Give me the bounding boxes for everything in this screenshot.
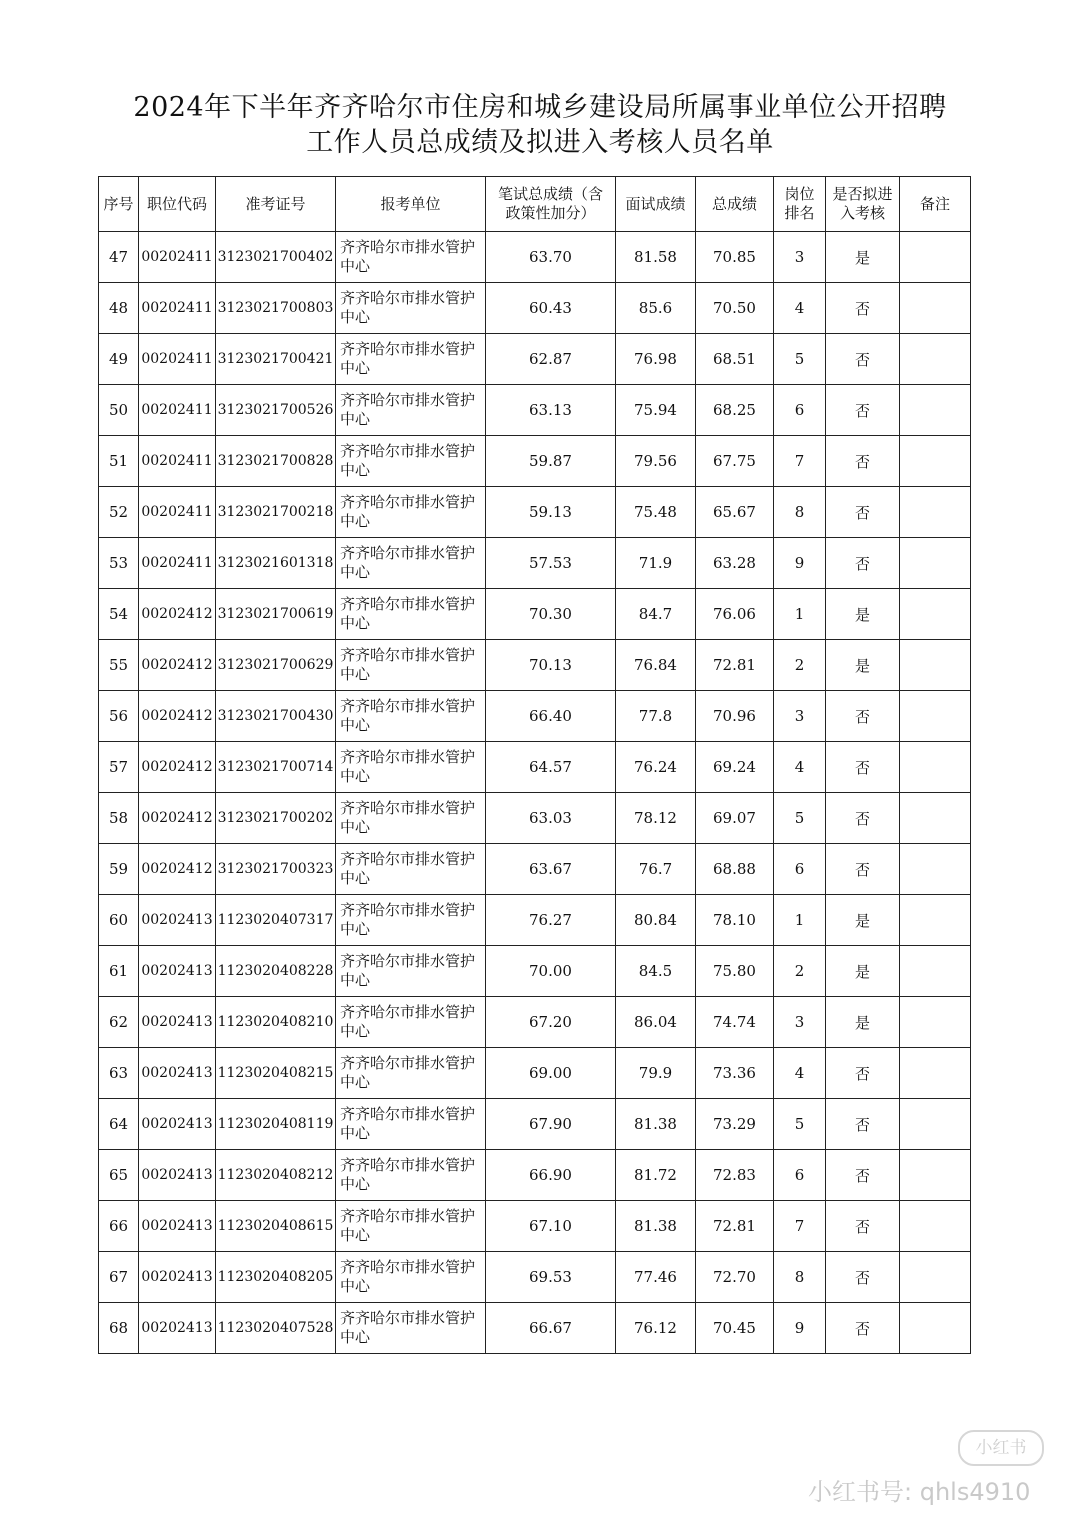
cell-interview: 76.7 (616, 844, 696, 895)
cell-written: 67.20 (486, 997, 616, 1048)
table-row (99, 1048, 971, 1099)
cell-rank: 4 (774, 1048, 826, 1099)
cell-code: 00202413 (139, 895, 216, 946)
cell-assess: 否 (826, 538, 900, 589)
table-row (99, 895, 971, 946)
cell-total: 70.45 (696, 1303, 774, 1354)
cell-seq: 54 (99, 589, 139, 640)
cell-interview: 81.38 (616, 1099, 696, 1150)
table-body (99, 232, 971, 1354)
header-code: 职位代码 (139, 177, 216, 232)
cell-exam-no: 1123020408212 (216, 1150, 336, 1201)
cell-written: 70.30 (486, 589, 616, 640)
cell-written: 59.13 (486, 487, 616, 538)
cell-exam-no: 1123020408205 (216, 1252, 336, 1303)
header-total: 总成绩 (696, 177, 774, 232)
cell-total: 70.96 (696, 691, 774, 742)
cell-total: 63.28 (696, 538, 774, 589)
cell-code: 00202411 (139, 538, 216, 589)
cell-exam-no: 1123020407528 (216, 1303, 336, 1354)
cell-code: 00202411 (139, 232, 216, 283)
cell-note (900, 946, 971, 997)
cell-exam-no: 3123021700430 (216, 691, 336, 742)
cell-assess: 是 (826, 895, 900, 946)
cell-interview: 81.38 (616, 1201, 696, 1252)
header-interview: 面试成绩 (616, 177, 696, 232)
page-title-line2: 工作人员总成绩及拟进入考核人员名单 (306, 127, 774, 158)
cell-seq: 52 (99, 487, 139, 538)
cell-note (900, 538, 971, 589)
cell-note (900, 793, 971, 844)
cell-exam-no: 3123021700828 (216, 436, 336, 487)
cell-seq: 60 (99, 895, 139, 946)
cell-code: 00202411 (139, 436, 216, 487)
cell-note (900, 742, 971, 793)
cell-unit: 齐齐哈尔市排水管护中心 (336, 436, 486, 487)
cell-code: 00202412 (139, 640, 216, 691)
cell-exam-no: 3123021700421 (216, 334, 336, 385)
cell-note (900, 844, 971, 895)
cell-rank: 7 (774, 436, 826, 487)
cell-written: 62.87 (486, 334, 616, 385)
cell-rank: 6 (774, 385, 826, 436)
cell-rank: 9 (774, 1303, 826, 1354)
cell-rank: 4 (774, 742, 826, 793)
watermark-account: 小红书号: qhls4910 (808, 1478, 1031, 1506)
cell-assess: 否 (826, 1099, 900, 1150)
cell-note (900, 997, 971, 1048)
header-written: 笔试总成绩（含政策性加分） (486, 177, 616, 232)
cell-interview: 78.12 (616, 793, 696, 844)
page-title-line1: 2024年下半年齐齐哈尔市住房和城乡建设局所属事业单位公开招聘 (133, 92, 947, 123)
cell-total: 72.81 (696, 640, 774, 691)
cell-exam-no: 3123021700526 (216, 385, 336, 436)
cell-note (900, 232, 971, 283)
cell-note (900, 1303, 971, 1354)
cell-code: 00202411 (139, 283, 216, 334)
table-row (99, 589, 971, 640)
cell-rank: 5 (774, 793, 826, 844)
table-row (99, 538, 971, 589)
cell-exam-no: 3123021700714 (216, 742, 336, 793)
cell-rank: 5 (774, 334, 826, 385)
cell-written: 69.53 (486, 1252, 616, 1303)
cell-exam-no: 3123021601318 (216, 538, 336, 589)
cell-assess: 是 (826, 232, 900, 283)
cell-exam-no: 3123021700619 (216, 589, 336, 640)
results-table (98, 176, 971, 1354)
cell-code: 00202411 (139, 487, 216, 538)
cell-note (900, 1048, 971, 1099)
table-row (99, 997, 971, 1048)
cell-rank: 8 (774, 1252, 826, 1303)
cell-seq: 58 (99, 793, 139, 844)
cell-interview: 84.5 (616, 946, 696, 997)
cell-note (900, 385, 971, 436)
cell-interview: 79.9 (616, 1048, 696, 1099)
cell-rank: 2 (774, 640, 826, 691)
cell-rank: 2 (774, 946, 826, 997)
cell-code: 00202412 (139, 589, 216, 640)
cell-unit: 齐齐哈尔市排水管护中心 (336, 640, 486, 691)
table-row (99, 1150, 971, 1201)
cell-rank: 7 (774, 1201, 826, 1252)
cell-code: 00202411 (139, 334, 216, 385)
cell-note (900, 1201, 971, 1252)
cell-seq: 63 (99, 1048, 139, 1099)
cell-total: 70.50 (696, 283, 774, 334)
header-exam-no: 准考证号 (216, 177, 336, 232)
cell-assess: 是 (826, 946, 900, 997)
cell-note (900, 640, 971, 691)
table-row (99, 385, 971, 436)
cell-note (900, 1150, 971, 1201)
table-header-row (99, 177, 971, 232)
cell-assess: 否 (826, 844, 900, 895)
cell-unit: 齐齐哈尔市排水管护中心 (336, 538, 486, 589)
cell-note (900, 334, 971, 385)
cell-interview: 75.48 (616, 487, 696, 538)
cell-assess: 否 (826, 1048, 900, 1099)
cell-unit: 齐齐哈尔市排水管护中心 (336, 793, 486, 844)
cell-rank: 8 (774, 487, 826, 538)
cell-total: 72.81 (696, 1201, 774, 1252)
cell-unit: 齐齐哈尔市排水管护中心 (336, 997, 486, 1048)
cell-total: 69.07 (696, 793, 774, 844)
cell-exam-no: 1123020408210 (216, 997, 336, 1048)
cell-exam-no: 1123020408119 (216, 1099, 336, 1150)
cell-unit: 齐齐哈尔市排水管护中心 (336, 589, 486, 640)
cell-total: 75.80 (696, 946, 774, 997)
cell-code: 00202412 (139, 793, 216, 844)
table-row (99, 487, 971, 538)
cell-assess: 否 (826, 283, 900, 334)
cell-seq: 65 (99, 1150, 139, 1201)
cell-seq: 59 (99, 844, 139, 895)
cell-interview: 75.94 (616, 385, 696, 436)
cell-interview: 71.9 (616, 538, 696, 589)
cell-note (900, 1252, 971, 1303)
cell-unit: 齐齐哈尔市排水管护中心 (336, 1048, 486, 1099)
cell-exam-no: 1123020408228 (216, 946, 336, 997)
cell-code: 00202412 (139, 691, 216, 742)
cell-unit: 齐齐哈尔市排水管护中心 (336, 283, 486, 334)
cell-rank: 6 (774, 1150, 826, 1201)
cell-assess: 否 (826, 436, 900, 487)
cell-code: 00202413 (139, 1303, 216, 1354)
table-row (99, 1099, 971, 1150)
cell-unit: 齐齐哈尔市排水管护中心 (336, 487, 486, 538)
cell-total: 73.36 (696, 1048, 774, 1099)
cell-seq: 56 (99, 691, 139, 742)
cell-code: 00202411 (139, 385, 216, 436)
cell-written: 66.67 (486, 1303, 616, 1354)
cell-interview: 79.56 (616, 436, 696, 487)
cell-code: 00202413 (139, 1201, 216, 1252)
cell-code: 00202413 (139, 946, 216, 997)
cell-written: 76.27 (486, 895, 616, 946)
cell-rank: 3 (774, 691, 826, 742)
cell-note (900, 283, 971, 334)
cell-written: 66.40 (486, 691, 616, 742)
cell-note (900, 487, 971, 538)
cell-rank: 3 (774, 232, 826, 283)
cell-written: 63.13 (486, 385, 616, 436)
cell-exam-no: 3123021700202 (216, 793, 336, 844)
cell-code: 00202413 (139, 1099, 216, 1150)
cell-note (900, 691, 971, 742)
cell-written: 57.53 (486, 538, 616, 589)
cell-unit: 齐齐哈尔市排水管护中心 (336, 742, 486, 793)
cell-assess: 否 (826, 1303, 900, 1354)
cell-assess: 否 (826, 487, 900, 538)
table-row (99, 742, 971, 793)
cell-exam-no: 1123020408215 (216, 1048, 336, 1099)
table-row (99, 1252, 971, 1303)
cell-seq: 64 (99, 1099, 139, 1150)
cell-code: 00202412 (139, 742, 216, 793)
cell-seq: 61 (99, 946, 139, 997)
cell-unit: 齐齐哈尔市排水管护中心 (336, 385, 486, 436)
header-unit: 报考单位 (336, 177, 486, 232)
cell-note (900, 436, 971, 487)
cell-unit: 齐齐哈尔市排水管护中心 (336, 946, 486, 997)
cell-seq: 51 (99, 436, 139, 487)
table-row (99, 640, 971, 691)
table-row (99, 793, 971, 844)
cell-rank: 1 (774, 895, 826, 946)
table-row (99, 1303, 971, 1354)
cell-seq: 49 (99, 334, 139, 385)
cell-written: 64.57 (486, 742, 616, 793)
cell-exam-no: 3123021700218 (216, 487, 336, 538)
cell-seq: 47 (99, 232, 139, 283)
header-rank: 岗位排名 (774, 177, 826, 232)
cell-interview: 84.7 (616, 589, 696, 640)
watermark-logo: 小红书 (958, 1430, 1044, 1466)
cell-note (900, 895, 971, 946)
table-row (99, 1201, 971, 1252)
cell-total: 76.06 (696, 589, 774, 640)
cell-rank: 1 (774, 589, 826, 640)
cell-seq: 67 (99, 1252, 139, 1303)
table-row (99, 436, 971, 487)
header-assess: 是否拟进入考核 (826, 177, 900, 232)
header-seq: 序号 (99, 177, 139, 232)
table-row (99, 283, 971, 334)
cell-assess: 是 (826, 640, 900, 691)
table-row (99, 844, 971, 895)
cell-interview: 81.72 (616, 1150, 696, 1201)
cell-unit: 齐齐哈尔市排水管护中心 (336, 691, 486, 742)
cell-written: 70.13 (486, 640, 616, 691)
cell-seq: 48 (99, 283, 139, 334)
cell-total: 73.29 (696, 1099, 774, 1150)
cell-interview: 76.24 (616, 742, 696, 793)
cell-total: 72.83 (696, 1150, 774, 1201)
cell-interview: 76.12 (616, 1303, 696, 1354)
table-row (99, 334, 971, 385)
cell-interview: 77.46 (616, 1252, 696, 1303)
cell-unit: 齐齐哈尔市排水管护中心 (336, 1303, 486, 1354)
cell-total: 68.51 (696, 334, 774, 385)
cell-assess: 否 (826, 793, 900, 844)
cell-exam-no: 3123021700803 (216, 283, 336, 334)
cell-unit: 齐齐哈尔市排水管护中心 (336, 895, 486, 946)
cell-total: 67.75 (696, 436, 774, 487)
cell-assess: 是 (826, 997, 900, 1048)
cell-assess: 否 (826, 334, 900, 385)
cell-note (900, 1099, 971, 1150)
cell-written: 63.03 (486, 793, 616, 844)
cell-written: 67.90 (486, 1099, 616, 1150)
cell-total: 74.74 (696, 997, 774, 1048)
cell-assess: 否 (826, 1201, 900, 1252)
cell-assess: 否 (826, 1252, 900, 1303)
cell-written: 60.43 (486, 283, 616, 334)
cell-code: 00202413 (139, 1048, 216, 1099)
cell-total: 68.88 (696, 844, 774, 895)
cell-exam-no: 1123020408615 (216, 1201, 336, 1252)
cell-total: 69.24 (696, 742, 774, 793)
cell-unit: 齐齐哈尔市排水管护中心 (336, 1150, 486, 1201)
cell-total: 68.25 (696, 385, 774, 436)
cell-code: 00202413 (139, 997, 216, 1048)
cell-written: 66.90 (486, 1150, 616, 1201)
cell-total: 72.70 (696, 1252, 774, 1303)
cell-interview: 77.8 (616, 691, 696, 742)
cell-rank: 6 (774, 844, 826, 895)
cell-exam-no: 3123021700629 (216, 640, 336, 691)
cell-rank: 3 (774, 997, 826, 1048)
cell-written: 69.00 (486, 1048, 616, 1099)
cell-assess: 否 (826, 385, 900, 436)
cell-assess: 是 (826, 589, 900, 640)
cell-written: 70.00 (486, 946, 616, 997)
cell-seq: 62 (99, 997, 139, 1048)
cell-unit: 齐齐哈尔市排水管护中心 (336, 1201, 486, 1252)
cell-interview: 76.98 (616, 334, 696, 385)
cell-written: 67.10 (486, 1201, 616, 1252)
cell-interview: 85.6 (616, 283, 696, 334)
cell-assess: 否 (826, 691, 900, 742)
cell-seq: 53 (99, 538, 139, 589)
cell-interview: 76.84 (616, 640, 696, 691)
table-row (99, 946, 971, 997)
header-note: 备注 (900, 177, 971, 232)
cell-rank: 9 (774, 538, 826, 589)
cell-rank: 5 (774, 1099, 826, 1150)
cell-written: 59.87 (486, 436, 616, 487)
cell-unit: 齐齐哈尔市排水管护中心 (336, 1099, 486, 1150)
cell-seq: 55 (99, 640, 139, 691)
cell-exam-no: 3123021700323 (216, 844, 336, 895)
cell-code: 00202413 (139, 1252, 216, 1303)
cell-note (900, 589, 971, 640)
cell-total: 70.85 (696, 232, 774, 283)
cell-written: 63.67 (486, 844, 616, 895)
cell-seq: 57 (99, 742, 139, 793)
cell-seq: 50 (99, 385, 139, 436)
cell-code: 00202412 (139, 844, 216, 895)
cell-seq: 66 (99, 1201, 139, 1252)
cell-code: 00202413 (139, 1150, 216, 1201)
cell-exam-no: 3123021700402 (216, 232, 336, 283)
cell-interview: 81.58 (616, 232, 696, 283)
cell-rank: 4 (774, 283, 826, 334)
cell-total: 65.67 (696, 487, 774, 538)
cell-assess: 否 (826, 742, 900, 793)
cell-exam-no: 1123020407317 (216, 895, 336, 946)
cell-seq: 68 (99, 1303, 139, 1354)
cell-assess: 否 (826, 1150, 900, 1201)
cell-total: 78.10 (696, 895, 774, 946)
cell-unit: 齐齐哈尔市排水管护中心 (336, 334, 486, 385)
cell-unit: 齐齐哈尔市排水管护中心 (336, 232, 486, 283)
cell-interview: 80.84 (616, 895, 696, 946)
cell-written: 63.70 (486, 232, 616, 283)
table-row (99, 691, 971, 742)
cell-interview: 86.04 (616, 997, 696, 1048)
cell-unit: 齐齐哈尔市排水管护中心 (336, 1252, 486, 1303)
table-row (99, 232, 971, 283)
cell-unit: 齐齐哈尔市排水管护中心 (336, 844, 486, 895)
